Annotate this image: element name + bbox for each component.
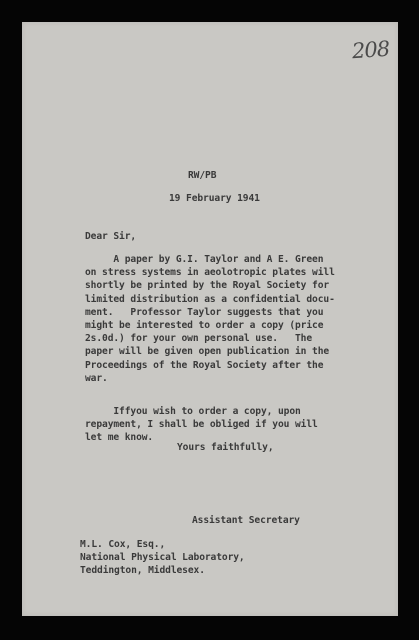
body-paragraph: A paper by G.I. Taylor and A E. Green on stress systems in aeolotropic plates will shortly be printed by the Royal Society for limited distribution as a confidential docu- ment. Professor Taylor suggests that you might be interested to order a copy (price 2s.0d.) for your own personal use. The paper will be given open publication in the Proceedings of the Royal Society after the war.: [85, 254, 335, 384]
reference-code: RW/PB: [188, 170, 217, 181]
letter-date: 19 February 1941: [169, 193, 260, 204]
closing: Yours faithfully,: [177, 442, 274, 453]
body-paragraph: Iffyou wish to order a copy, upon repayment, I shall be obliged if you will let me know.: [85, 406, 318, 444]
letter-page: [22, 22, 398, 616]
recipient-address: M.L. Cox, Esq., National Physical Laboratory, Teddington, Middlesex.: [80, 539, 245, 577]
signature-title: Assistant Secretary: [192, 515, 300, 526]
salutation: Dear Sir,: [85, 231, 137, 242]
archive-number: 208: [351, 36, 390, 64]
